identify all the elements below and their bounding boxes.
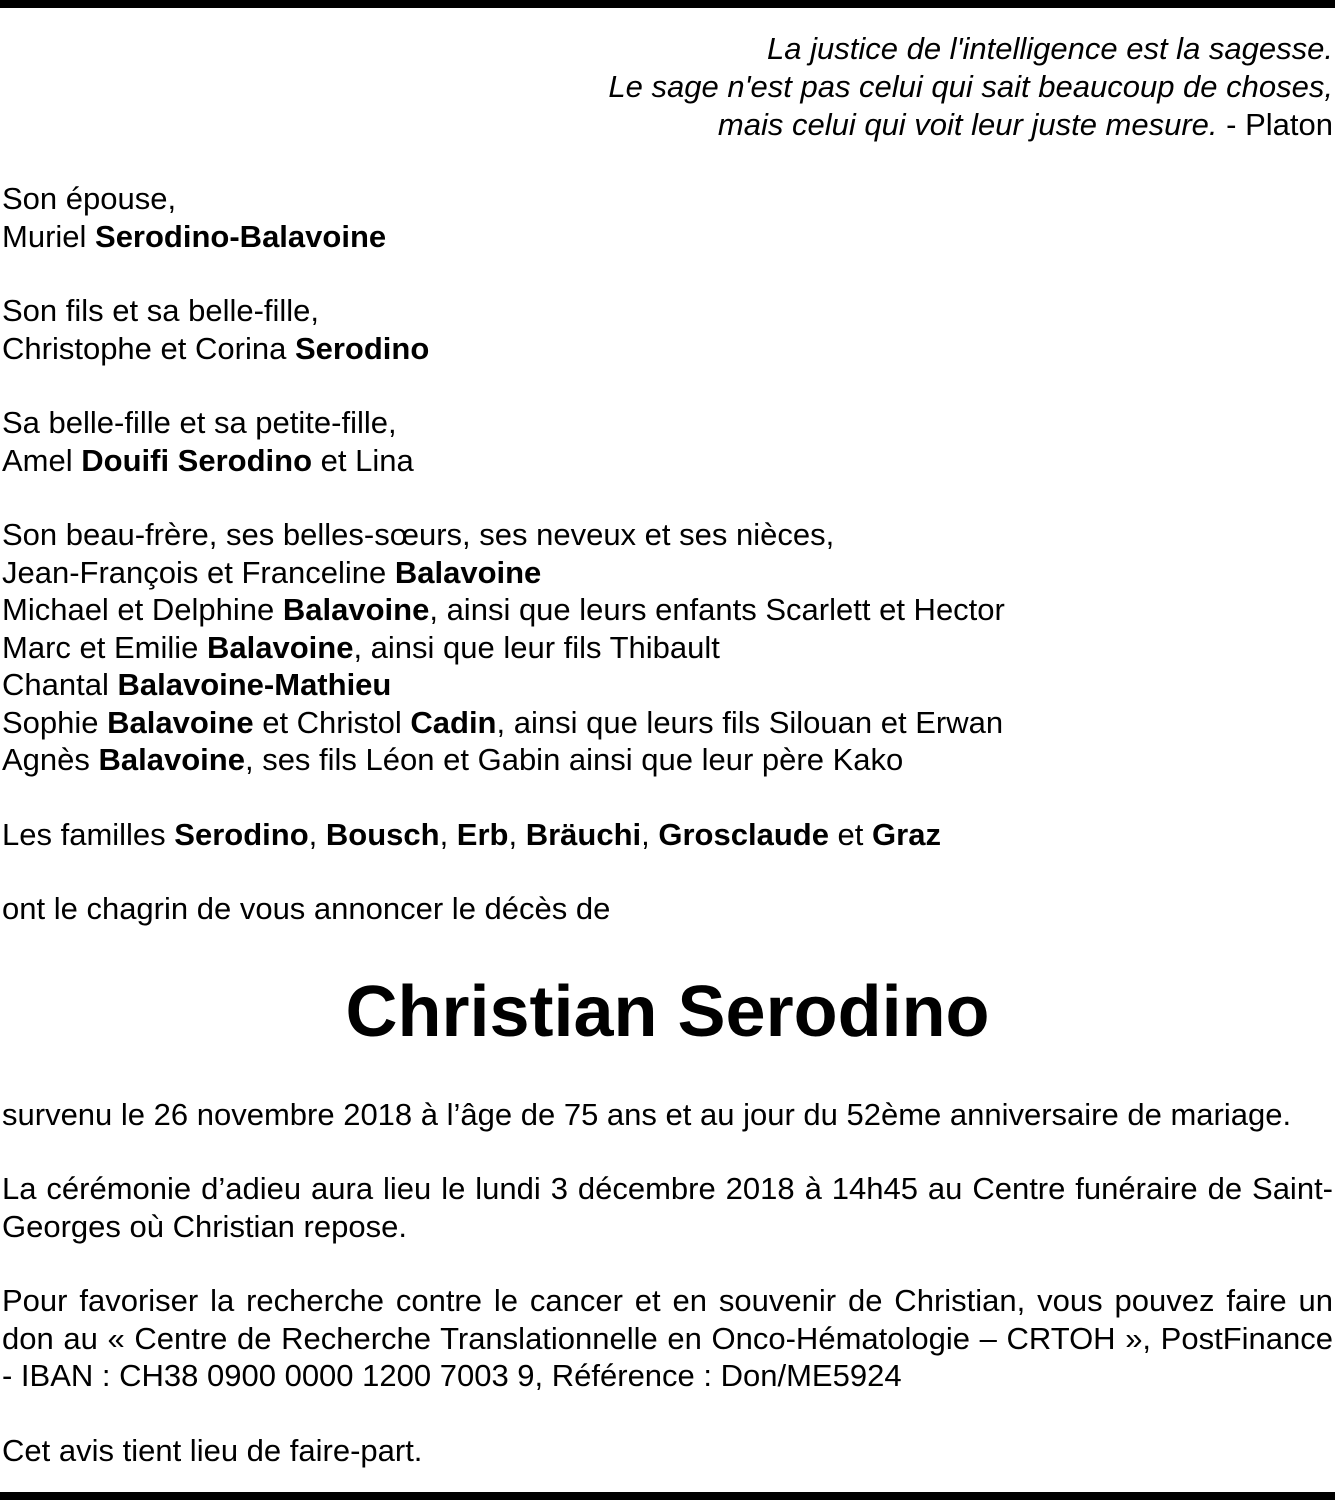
family-text: , ainsi que leurs fils Silouan et Erwan (496, 704, 1004, 740)
family-surname: Erb (456, 816, 509, 852)
family-member-line (2, 554, 1333, 592)
family-surname: Serodino (294, 330, 430, 366)
family-text: , ainsi que leur fils Thibault (353, 629, 720, 665)
family-text: , ainsi que leurs enfants Scarlett et Hector (429, 592, 1005, 627)
family-text: , (308, 816, 326, 852)
family-text: et (828, 816, 873, 852)
family-surname: Bousch (325, 816, 440, 852)
family-surname: Balavoine (206, 629, 354, 665)
announcement-text: ont le chagrin de vous annoncer le décès de (2, 891, 611, 926)
family-member-line (2, 442, 1333, 480)
family-surname: Balavoine (98, 742, 245, 777)
donation-info: Pour favoriser la recherche contre le cancer et en souvenir de Christian, vous pouvez faire un don au « Centre de Recherche Translationnelle en Onco-Hématologie – CRTOH », PostFinance - IBAN : CH38 0900 0000 1200 7003 9, Référence : Don/ME5924 (2, 1283, 1333, 1393)
family-surname: Balavoine-Mathieu (117, 667, 392, 702)
quote-author: - Platon (1217, 107, 1333, 142)
quote-line-3-text: mais celui qui voit leur juste mesure. (717, 107, 1218, 142)
family-text: Muriel (2, 218, 96, 254)
family-text: Les familles (2, 816, 175, 852)
ceremony-info: La cérémonie d’adieu aura lieu le lundi 3 décembre 2018 à 14h45 au Centre funéraire de Saint-Georges où Christian repose. (2, 1171, 1333, 1244)
family-text: Sophie (2, 704, 108, 740)
family-heading: Son épouse, (2, 181, 177, 216)
obituary-body (2, 180, 1333, 1506)
family-block (2, 180, 1333, 255)
family-text: Jean-François et Franceline (2, 554, 395, 590)
family-text: , ses fils Léon et Gabin ainsi que leur père Kako (244, 742, 904, 777)
family-text: Marc et Emilie (2, 629, 207, 665)
family-list (2, 180, 1333, 853)
family-block (2, 404, 1333, 479)
family-surname: Balavoine (282, 592, 430, 627)
family-text: , (439, 816, 457, 852)
bottom-rule (0, 1492, 1335, 1500)
deceased-name: Christian Serodino (345, 971, 990, 1052)
family-heading: Son beau-frère, ses belles-sœurs, ses neveux et ses nièces, (2, 517, 835, 552)
family-heading: Son fils et sa belle-fille, (2, 293, 320, 328)
family-surname: Serodino (174, 816, 309, 852)
family-text: Michael et Delphine (2, 592, 283, 627)
family-text: Christophe et Corina (2, 330, 295, 366)
family-heading: Sa belle-fille et sa petite-fille, (2, 405, 397, 440)
family-member-line (2, 330, 1333, 368)
family-surname: Bräuchi (525, 816, 642, 852)
family-block (2, 816, 1333, 854)
family-text: et Christol (253, 704, 411, 740)
family-block (2, 292, 1333, 367)
family-member-line (2, 629, 1333, 667)
family-text: et Lina (312, 442, 414, 478)
family-text: , (508, 816, 526, 852)
family-surname: Balavoine (394, 554, 542, 590)
family-text: Agnès (2, 742, 99, 777)
family-text: Chantal (2, 667, 118, 702)
family-member-line (2, 741, 1333, 779)
family-member-line (2, 218, 1333, 256)
top-rule (0, 0, 1335, 8)
epigraph-quote (608, 30, 1333, 144)
family-surname: Serodino-Balavoine (95, 218, 387, 254)
family-surname: Graz (872, 816, 941, 852)
family-block (2, 516, 1333, 779)
family-surname: Grosclaude (658, 816, 829, 852)
quote-line-1: La justice de l'intelligence est la sagesse. (767, 31, 1333, 66)
quote-line-3 (608, 106, 1333, 144)
family-member-line (2, 591, 1333, 629)
family-surname: Cadin (410, 704, 497, 740)
death-info: survenu le 26 novembre 2018 à l’âge de 75 ans et au jour du 52ème anniversaire de mariage. (2, 1096, 1292, 1132)
family-member-line (2, 816, 1333, 854)
family-member-line (2, 666, 1333, 704)
family-surname: Balavoine (107, 704, 254, 740)
family-surname: Douifi Serodino (81, 442, 313, 478)
closing-note: Cet avis tient lieu de faire-part. (2, 1432, 423, 1468)
family-text: Amel (2, 442, 82, 478)
family-text: , (641, 816, 659, 852)
quote-line-2: Le sage n'est pas celui qui sait beaucoup de choses, (608, 69, 1333, 104)
family-member-line (2, 704, 1333, 742)
